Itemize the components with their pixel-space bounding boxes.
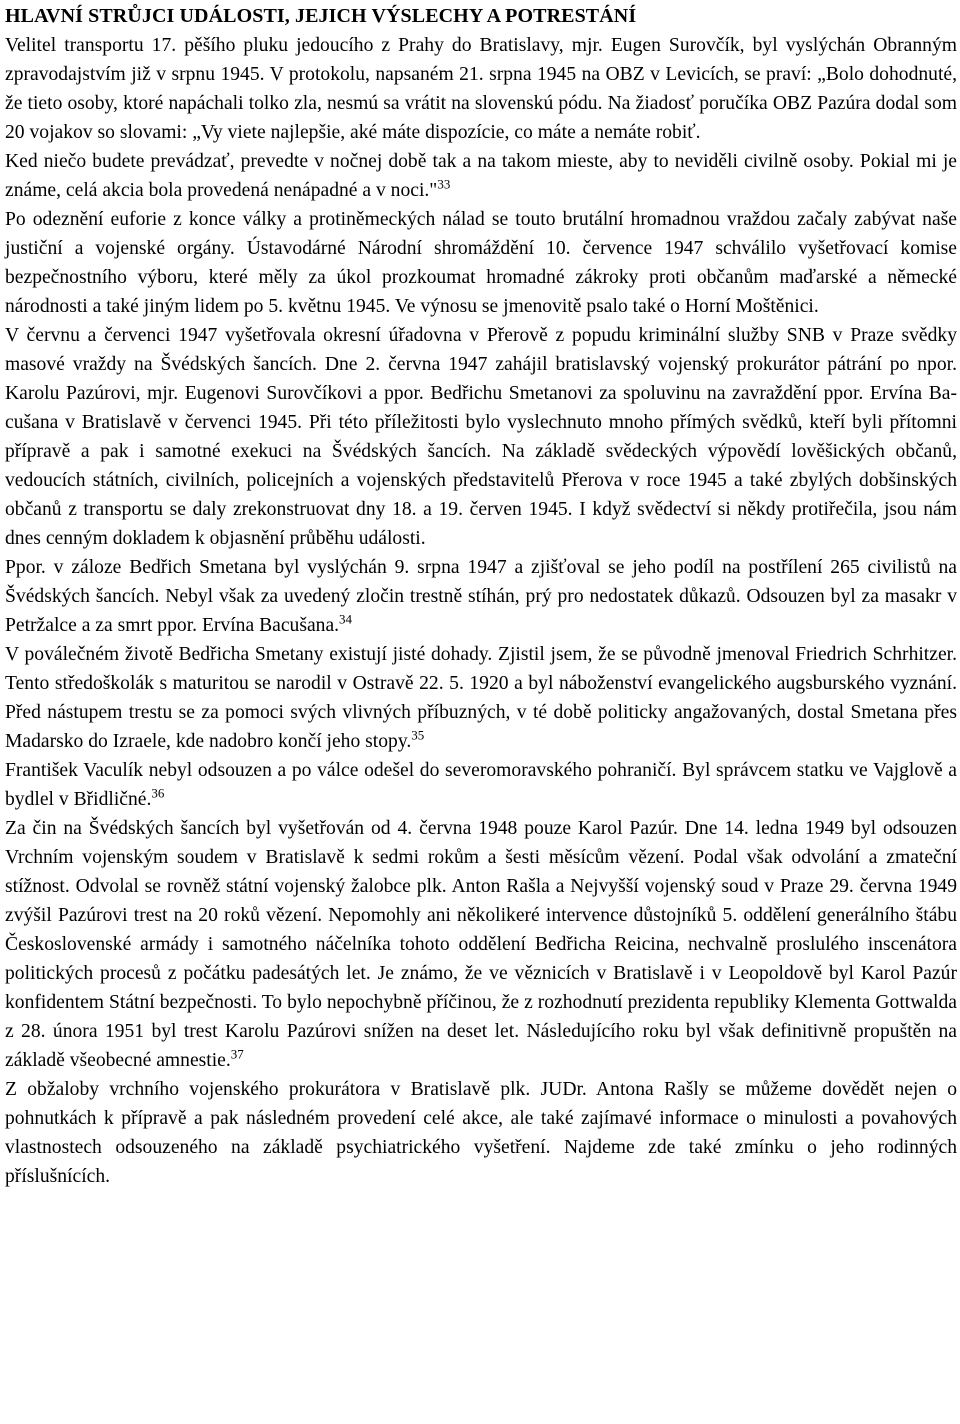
paragraph-2 <box>5 147 957 205</box>
paragraph-text: Z obžaloby vrchního vojenského prokurátora v Bratislavě plk. JUDr. Antona Rašly se můžeme dovědět nejen o pohnutkách k přípravě a pak následném provedení celé akce, ale také zajímavé informace o minulosti a povahových vlastnostech odsouzeného na základě psychiatrického vyšetření. Najdeme zde také zmínku o jeho rodinných příslušnících. <box>5 1079 957 1187</box>
paragraph-6 <box>5 640 957 756</box>
paragraph-text: Za čin na Švédských šancích byl vyšetřován od 4. června 1948 pouze Karol Pazúr. Dne 14. ledna 1949 byl odsouzen Vrchním vojenským soudem v Bratislavě k sedmi rokům a šesti měsícům vězení. Podal však odvolání a zmateční stížnost. Odvolal se rovněž státní vojenský žalobce plk. Anton Rašla a Nejvyšší vojenský soud v Praze 29. června 1949 zvýšil Pazúrovi trest na 20 roků vězení. Nepomohly ani několikeré intervence důstojníků 5. oddělení generálního štábu Československé armády i samotného náčelníka tohoto oddělení Bedřicha Reicina, nechvalně proslulého inscenátora politických procesů z počátku padesátých let. Je známo, že ve věznicích v Bratislavě i v Leopoldově byl Karol Pazúr konfidentem Státní bezpečnosti. To bylo nepochybně příčinou, že z rozhodnutí prezidenta republiky Klementa Gottwalda z 28. února 1951 byl trest Karolu Pazúrovi snížen na deset let. Následujícího roku byl však definitivně propuštěn na základě všeobecné amnestie. <box>5 818 957 1071</box>
footnote-ref-35[interactable]: 35 <box>411 727 425 743</box>
paragraph-text: V červnu a červenci 1947 vyšetřovala okresní úřadovna v Přerově z popudu kriminální služby SNB v Praze svědky masové vraždy na Švédských šancích. Dne 2. června 1947 zahájil bratislavský vojenský prokurátor pátrání po npor. Karolu Pazúrovi, mjr. Eugenovi Surovčíkovi a ppor. Bedřichu Smetanovi za spoluvinu na zavraždění ppor. Ervína Ba-cušana v Bratislavě v červenci 1945. Při této příležitosti bylo vyslechnuto mnoho přímých svědků, kteří byli přítomni přípravě a pak i samotné exekuci na Švédských šancích. Na základě svědeckých výpovědí lověšických občanů, vedoucích státních, civilních, policejních a vojenských představitelů Přerova v roce 1945 a také zbylých dobšinských občanů z transportu se daly zrekonstruovat dny 18. a 19. červen 1945. I když svědectví si někdy protiřečila, jsou nám dnes cenným dokladem k objasnění průběhu události. <box>5 325 957 549</box>
paragraph-8 <box>5 814 957 1075</box>
paragraph-text: Velitel transportu 17. pěšího pluku jedoucího z Prahy do Bratislavy, mjr. Eugen Surovčík, byl vyslýchán Obranným zpravodajstvím již v srpnu 1945. V protokolu, napsaném 21. srpna 1945 na OBZ v Levicích, se praví: „Bolo dohodnuté, že tieto osoby, ktoré napáchali tolko zla, nesmú sa vrátit na slovenskú pódu. Na žiadosť poručíka OBZ Pazúra dodal som 20 vojakov so slovami: „Vy viete najlepšie, aké máte dispozície, co máte a nemáte robiť. <box>5 35 957 143</box>
paragraph-9 <box>5 1075 957 1191</box>
paragraph-text: František Vaculík nebyl odsouzen a po válce odešel do severomoravského pohraničí. Byl správcem statku ve Vajglově a bydlel v Břidličné. <box>5 760 957 810</box>
section-heading: HLAVNÍ STRŮJCI UDÁLOSTI, JEJICH VÝSLECHY A POTRESTÁNÍ <box>5 5 637 27</box>
paragraph-text: Ked niečo budete prevádzať, prevedte v nočnej době tak a na takom mieste, aby to neviděli civilně osoby. Pokial mi je známe, celá akcia bola provedená nenápadné a v noci." <box>5 151 957 201</box>
footnote-ref-36[interactable]: 36 <box>151 785 165 801</box>
paragraph-text: Po odeznění euforie z konce války a protiněmeckých nálad se touto brutální hromadnou vraždou začaly zabývat naše justiční a vojenské orgány. Ústavodárné Národní shromáždění 10. července 1947 schválilo vyšetřovací komise bezpečnostního výboru, které měly za úkol prozkoumat hromadné zákroky proti občanům maďarské a německé národnosti a také jiným lidem po 5. květnu 1945. Ve výnosu se jmenovitě psalo také o Horní Moštěnici. <box>5 209 957 317</box>
paragraph-5 <box>5 553 957 640</box>
paragraph-4 <box>5 321 957 553</box>
paragraph-3 <box>5 205 957 321</box>
paragraph-7 <box>5 756 957 814</box>
document-page <box>5 0 957 1191</box>
footnote-ref-37[interactable]: 37 <box>230 1046 244 1062</box>
paragraph-1 <box>5 31 957 147</box>
paragraph-text: V poválečném životě Bedřicha Smetany existují jisté dohady. Zjistil jsem, že se původně jmenoval Friedrich Schrhitzer. Tento středoškolák s maturitou se narodil v Ostravě 22. 5. 1920 a byl náboženství evangelického augsburského vyznání. Před nástupem trestu se za pomoci svých vlivných příbuzných, v té době politicky angažovaných, dostal Smetana přes Madarsko do Izraele, kde nadobro končí jeho stopy. <box>5 644 957 752</box>
paragraph-text: Ppor. v záloze Bedřich Smetana byl vyslýchán 9. srpna 1947 a zjišťoval se jeho podíl na postřílení 265 civilistů na Švédských šancích. Nebyl však za uvedený zločin trestně stíhán, prý pro nedostatek důkazů. Odsouzen byl za masakr v Petržalce a za smrt ppor. Ervína Bacušana. <box>5 557 957 636</box>
footnote-ref-33[interactable]: 33 <box>437 176 451 192</box>
footnote-ref-34[interactable]: 34 <box>339 611 353 627</box>
